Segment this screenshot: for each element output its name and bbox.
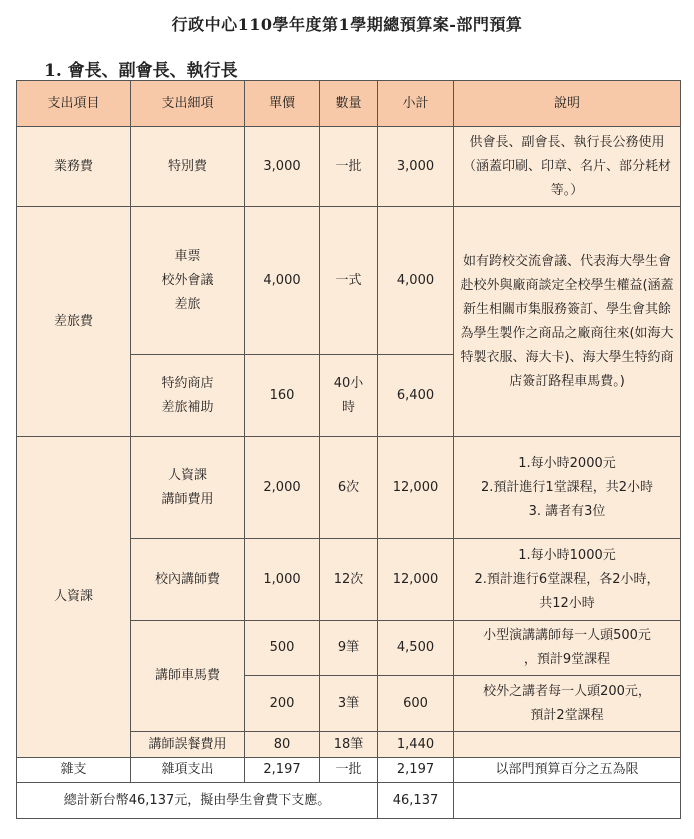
section-heading: 1. 會長、副會長、執行長 bbox=[44, 61, 238, 81]
subtotal: 4,000 bbox=[378, 207, 454, 355]
total-row bbox=[17, 783, 681, 819]
item-line: 人資課 bbox=[167, 467, 207, 483]
unit-price: 200 bbox=[245, 676, 320, 732]
unit-price: 80 bbox=[245, 732, 320, 758]
subtotal: 6,400 bbox=[378, 355, 454, 437]
document-title: 行政中心110學年度第1學期總預算案-部門預算 bbox=[171, 15, 523, 34]
description: 以部門預算百分之五為限 bbox=[454, 758, 681, 783]
subtotal: 3,000 bbox=[378, 127, 454, 207]
subtotal: 2,197 bbox=[378, 758, 454, 783]
item-line: 車票 bbox=[174, 248, 201, 264]
item-misc-expense: 雜項支出 bbox=[131, 758, 245, 783]
header-expense-category: 支出項目 bbox=[17, 81, 131, 127]
header-unit-price: 單價 bbox=[245, 81, 320, 127]
description bbox=[454, 539, 681, 621]
header-quantity: 數量 bbox=[320, 81, 378, 127]
description bbox=[454, 621, 681, 676]
description-line: 2.預計進行6堂課程，各2小時， bbox=[474, 571, 660, 587]
table-row bbox=[17, 758, 681, 783]
subtotal: 600 bbox=[378, 676, 454, 732]
item-hr-lecturer-fee bbox=[131, 437, 245, 539]
description bbox=[454, 732, 681, 758]
item-line: 講師費用 bbox=[161, 491, 214, 507]
table-row bbox=[17, 437, 681, 539]
unit-price: 500 bbox=[245, 621, 320, 676]
header-subtotal: 小計 bbox=[378, 81, 454, 127]
total-amount: 46,137 bbox=[378, 783, 454, 819]
unit-price: 2,197 bbox=[245, 758, 320, 783]
item-line: 差旅 bbox=[174, 296, 201, 312]
category-hr: 人資課 bbox=[17, 437, 131, 758]
description-line: 共12小時 bbox=[539, 595, 595, 611]
quantity: 一批 bbox=[320, 127, 378, 207]
quantity-line: 時 bbox=[341, 399, 355, 415]
description-line: 校外之講者每一人頭200元， bbox=[483, 683, 651, 699]
item-travel-meeting bbox=[131, 207, 245, 355]
description-line: 2.預計進行1堂課程，共2小時 bbox=[481, 479, 653, 495]
description-line: 1.每小時2000元 bbox=[518, 455, 616, 471]
description bbox=[454, 676, 681, 732]
category-travel: 差旅費 bbox=[17, 207, 131, 437]
quantity: 18筆 bbox=[320, 732, 378, 758]
table-header-row bbox=[17, 81, 681, 127]
description: 如有跨校交流會議、代表海大學生會赴校外與廠商談定全校學生權益(涵蓋新生相關市集服務簽訂、學生會其餘為學生製作之商品之廠商往來(如海大特製衣服、海大卡)、海大學生特約商店簽訂路程車馬費。) bbox=[454, 207, 681, 437]
header-expense-item: 支出細項 bbox=[131, 81, 245, 127]
item-lecturer-transport-fee: 講師車馬費 bbox=[131, 621, 245, 732]
item-campus-lecturer-fee: 校內講師費 bbox=[131, 539, 245, 621]
unit-price: 3,000 bbox=[245, 127, 320, 207]
description-line: 1.每小時1000元 bbox=[518, 547, 616, 563]
quantity-line: 40小 bbox=[333, 375, 364, 391]
quantity: 12次 bbox=[320, 539, 378, 621]
quantity: 一批 bbox=[320, 758, 378, 783]
unit-price: 1,000 bbox=[245, 539, 320, 621]
quantity: 一式 bbox=[320, 207, 378, 355]
unit-price: 4,000 bbox=[245, 207, 320, 355]
category-business: 業務費 bbox=[17, 127, 131, 207]
quantity: 9筆 bbox=[320, 621, 378, 676]
subtotal: 12,000 bbox=[378, 539, 454, 621]
description-line: ，預計9堂課程 bbox=[523, 652, 611, 667]
description-line: 3. 講者有3位 bbox=[528, 503, 606, 519]
description-line: 預計2堂課程 bbox=[530, 707, 604, 723]
subtotal: 1,440 bbox=[378, 732, 454, 758]
category-misc: 雜支 bbox=[17, 758, 131, 783]
item-special-fee: 特別費 bbox=[131, 127, 245, 207]
item-partner-store-travel bbox=[131, 355, 245, 437]
quantity: 6次 bbox=[320, 437, 378, 539]
table-row bbox=[17, 207, 681, 355]
subtotal: 12,000 bbox=[378, 437, 454, 539]
description: 供會長、副會長、執行長公務使用（涵蓋印刷、印章、名片、部分耗材等。） bbox=[454, 127, 681, 207]
table-row bbox=[17, 127, 681, 207]
item-line: 特約商店 bbox=[161, 375, 214, 391]
unit-price: 160 bbox=[245, 355, 320, 437]
description-line: 小型演講講師每一人頭500元 bbox=[483, 628, 651, 643]
quantity: 3筆 bbox=[320, 676, 378, 732]
description bbox=[454, 437, 681, 539]
quantity bbox=[320, 355, 378, 437]
item-line: 校外會議 bbox=[161, 272, 214, 288]
subtotal: 4,500 bbox=[378, 621, 454, 676]
item-lecturer-meal-fee: 講師誤餐費用 bbox=[131, 732, 245, 758]
total-description bbox=[454, 783, 681, 819]
header-description: 說明 bbox=[454, 81, 681, 127]
budget-table bbox=[16, 80, 681, 819]
total-label: 總計新台幣46,137元，擬由學生會費下支應。 bbox=[17, 783, 378, 819]
item-line: 差旅補助 bbox=[161, 399, 214, 415]
unit-price: 2,000 bbox=[245, 437, 320, 539]
